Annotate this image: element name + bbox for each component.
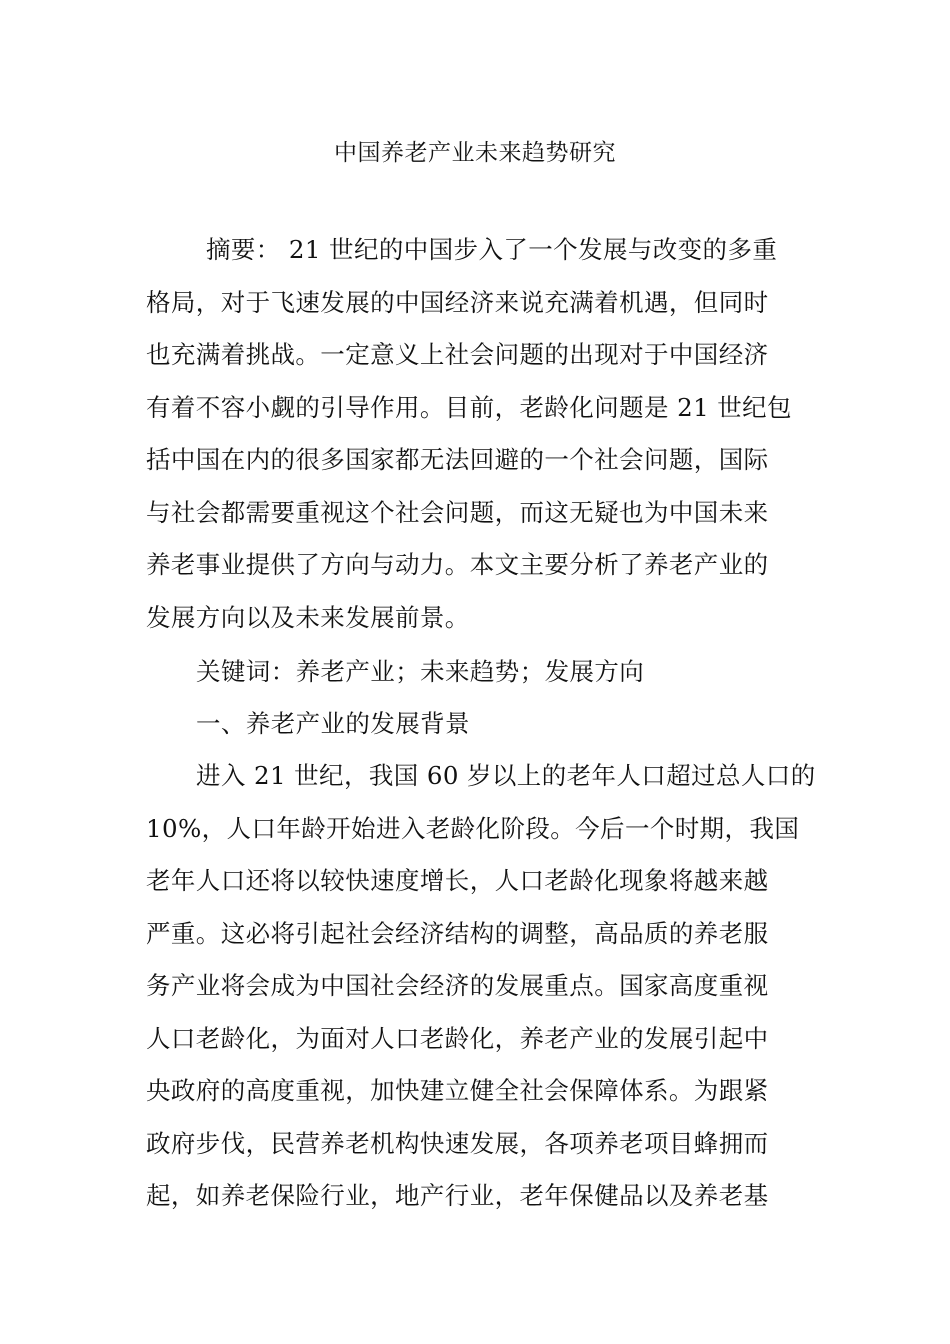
body-line: 人口老龄化，为面对人口老龄化，养老产业的发展引起中 bbox=[146, 1023, 769, 1053]
section-heading: 一、养老产业的发展背景 bbox=[196, 709, 470, 738]
body-line: 起，如养老保险行业，地产行业，老年保健品以及养老基 bbox=[146, 1181, 769, 1210]
body-line: 严重。这必将引起社会经济结构的调整，高品质的养老服 bbox=[146, 918, 769, 948]
abstract-paragraph bbox=[146, 224, 806, 644]
abstract-line: 有着不容小觑的引导作用。目前，老龄化问题是 21 世纪包 bbox=[146, 392, 792, 422]
document-title: 中国养老产业未来趋势研究 bbox=[334, 140, 616, 166]
body-line: 务产业将会成为中国社会经济的发展重点。国家高度重视 bbox=[146, 971, 769, 1000]
body-line: 央政府的高度重视，加快建立健全社会保障体系。为跟紧 bbox=[146, 1076, 769, 1105]
body-line: 政府步伐，民营养老机构快速发展，各项养老项目蜂拥而 bbox=[146, 1128, 769, 1158]
keywords-line: 关键词：养老产业；未来趋势；发展方向 bbox=[196, 657, 645, 686]
abstract-line: 格局，对于飞速发展的中国经济来说充满着机遇，但同时 bbox=[146, 287, 769, 317]
abstract-line: 养老事业提供了方向与动力。本文主要分析了养老产业的 bbox=[146, 550, 769, 579]
body-line: 10%，人口年龄开始进入老龄化阶段。今后一个时期，我国 bbox=[146, 813, 800, 843]
body-line: 老年人口还将以较快速度增长，人口老龄化现象将越来越 bbox=[146, 866, 769, 895]
abstract-line: 也充满着挑战。一定意义上社会问题的出现对于中国经济 bbox=[146, 340, 769, 369]
body-line: 进入 21 世纪，我国 60 岁以上的老年人口超过总人口的 bbox=[196, 761, 816, 790]
abstract-line: 括中国在内的很多国家都无法回避的一个社会问题，国际 bbox=[146, 445, 769, 474]
abstract-line: 发展方向以及未来发展前景。 bbox=[146, 602, 470, 632]
abstract-line: 摘要： 21 世纪的中国步入了一个发展与改变的多重 bbox=[206, 235, 778, 264]
section-body-paragraph bbox=[146, 750, 816, 1223]
abstract-line: 与社会都需要重视这个社会问题，而这无疑也为中国未来 bbox=[146, 497, 769, 527]
